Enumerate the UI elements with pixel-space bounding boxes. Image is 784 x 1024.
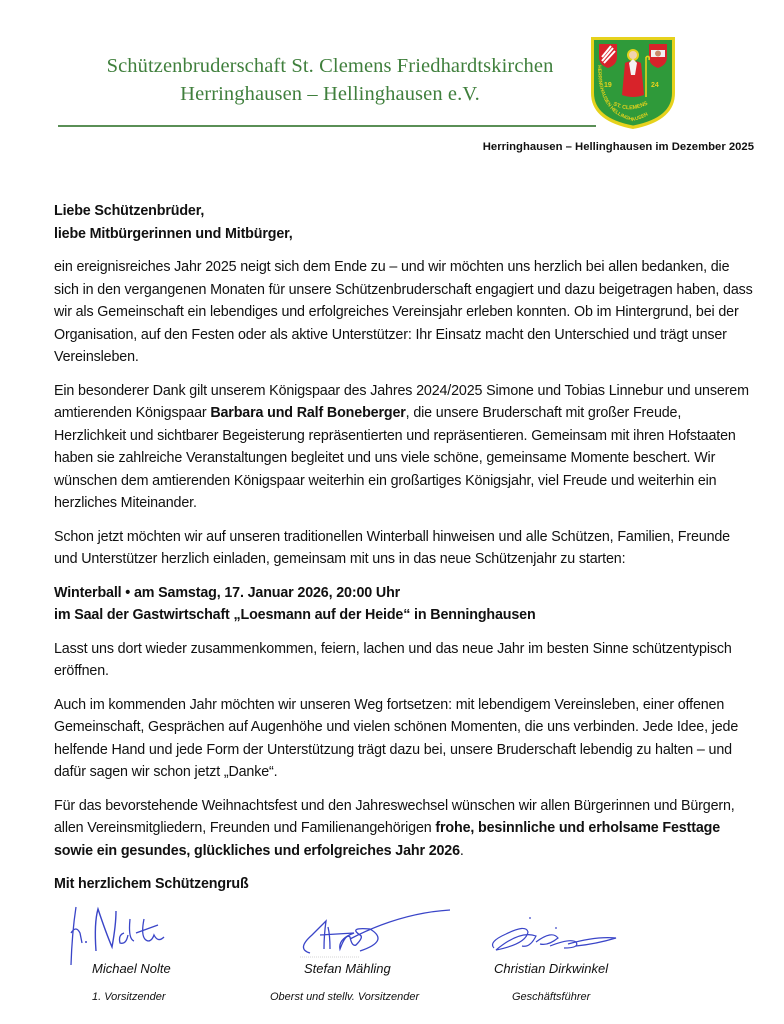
organization-name: Schützenbruderschaft St. Clemens Friedhardtskirchen: [106, 55, 554, 77]
salutation-line-1: Liebe Schützenbrüder,: [54, 203, 205, 219]
paragraph-outlook: Auch im kommenden Jahr möchten wir unseren Weg fortsetzen: mit lebendigem Vereinsleben, einer offenen Gemeinschaft, Gesprächen auf Augenhöhe und vielen schönen Momenten, die uns verbinden. Jede Idee, jede helfende Hand und jede Form der Unterstützung trägt dazu bei, unsere Bruderschaft lebendig zu halten – und dafür sagen wir schon jetzt „Danke“.: [54, 696, 739, 780]
event-details: [54, 582, 754, 627]
place-and-date: Herringhausen – Hellinghausen im Dezember 2025: [482, 141, 754, 153]
club-crest-icon: [589, 35, 677, 131]
paragraph-winterball-invite: Schon jetzt möchten wir auf unseren traditionellen Winterball hinweisen und alle Schützen, Familien, Freunde und Unterstützer herzlich einladen, gemeinsam mit uns in das neue Schützenjahr zu starten:: [54, 528, 730, 567]
letter-body: [54, 200, 754, 907]
salutation-line-2: liebe Mitbürgerinnen und Mitbürger,: [54, 225, 293, 242]
closing: Mit herzlichem Schützengruß: [54, 876, 249, 892]
season-greetings-bold: frohe, besinnliche und erholsame Festtage sowie ein gesundes, glückliches und erfolgreiches Jahr 2026: [54, 820, 721, 859]
signatory-name: Stefan Mähling: [304, 961, 391, 976]
crest-year-right: 24: [651, 82, 659, 89]
signature-icon: [486, 912, 626, 957]
signature-icon: [290, 905, 460, 960]
organization-location: Herringhausen – Hellinghausen e.V.: [180, 83, 480, 105]
paragraph-thanks: ein ereignisreiches Jahr 2025 neigt sich dem Ende zu – und wir möchten uns herzlich bei allen bedanken, die sich in den vergangenen Monaten für unsere Schützenbruderschaft engagiert und dazu beigetragen haben, dass wir als Gemeinschaft ein lebendiges und erfolgreiches Vereinsjahr erleben konnten. Ob im Hintergrund, bei der Organisation, auf den Festen oder als aktive Unterstützer: Ihr Einsatz macht den Unterschied und trägt unser Vereinsleben.: [54, 259, 753, 365]
event-date-time: Winterball • am Samstag, 17. Januar 2026, 20:00 Uhr: [54, 584, 401, 601]
signatory-role: Geschäftsführer: [512, 991, 591, 1003]
signatory-name: Michael Nolte: [92, 961, 171, 976]
paragraph-royal-couple: Ein besonderer Dank gilt unserem Königspaar des Jahres 2024/2025 Simone und Tobias Linnebur und unserem amtierenden Königspaar Barbara und Ralf Boneberger, die unsere Bruderschaft mit großer Freude, Herzlichkeit und sichtbarer Begeisterung repräsentierten und repräsentieren. Gemeinsam mit ihren Hofstaaten haben sie zahlreiche Veranstaltungen begleitet und uns viele schöne, gemeinsame Momente beschert. Wir wünschen dem amtierenden Königspaar weiterhin ein großartiges Königsjahr, viel Freude und weiterhin ein herzliches Miteinander.: [54, 382, 749, 511]
salutation: [54, 200, 754, 245]
paragraph-celebrate: Lasst uns dort wieder zusammenkommen, feiern, lachen und das neue Jahr im besten Sinne schützentypisch eröffnen.: [54, 640, 732, 679]
signatory-role: Oberst und stellv. Vorsitzender: [270, 991, 420, 1003]
crest-year-left: 19: [604, 82, 612, 89]
signatory-role: 1. Vorsitzender: [92, 991, 166, 1003]
signatory-name: Christian Dirkwinkel: [494, 961, 609, 976]
paragraph-season-greetings: Für das bevorstehende Weihnachtsfest und den Jahreswechsel wünschen wir allen Bürgerinnen und Bürgern, allen Vereinsmitgliedern, Freunden und Familienangehörigen frohe, besinnliche und erholsame Festtage sowie ein gesundes, glückliches und erfolgreiches Jahr 2026.: [54, 797, 735, 859]
royal-couple-names: Barbara und Ralf Boneberger: [210, 405, 406, 421]
event-location: im Saal der Gastwirtschaft „Loesmann auf der Heide“ in Benninghausen: [54, 607, 536, 623]
organization-title: [60, 52, 600, 108]
crest-arc-text: ST. CLEMENS: [612, 100, 649, 112]
header-divider: [58, 125, 596, 127]
crest-ring-text: HERRINGHAUSEN HELLINGHAUSEN: [595, 65, 650, 124]
